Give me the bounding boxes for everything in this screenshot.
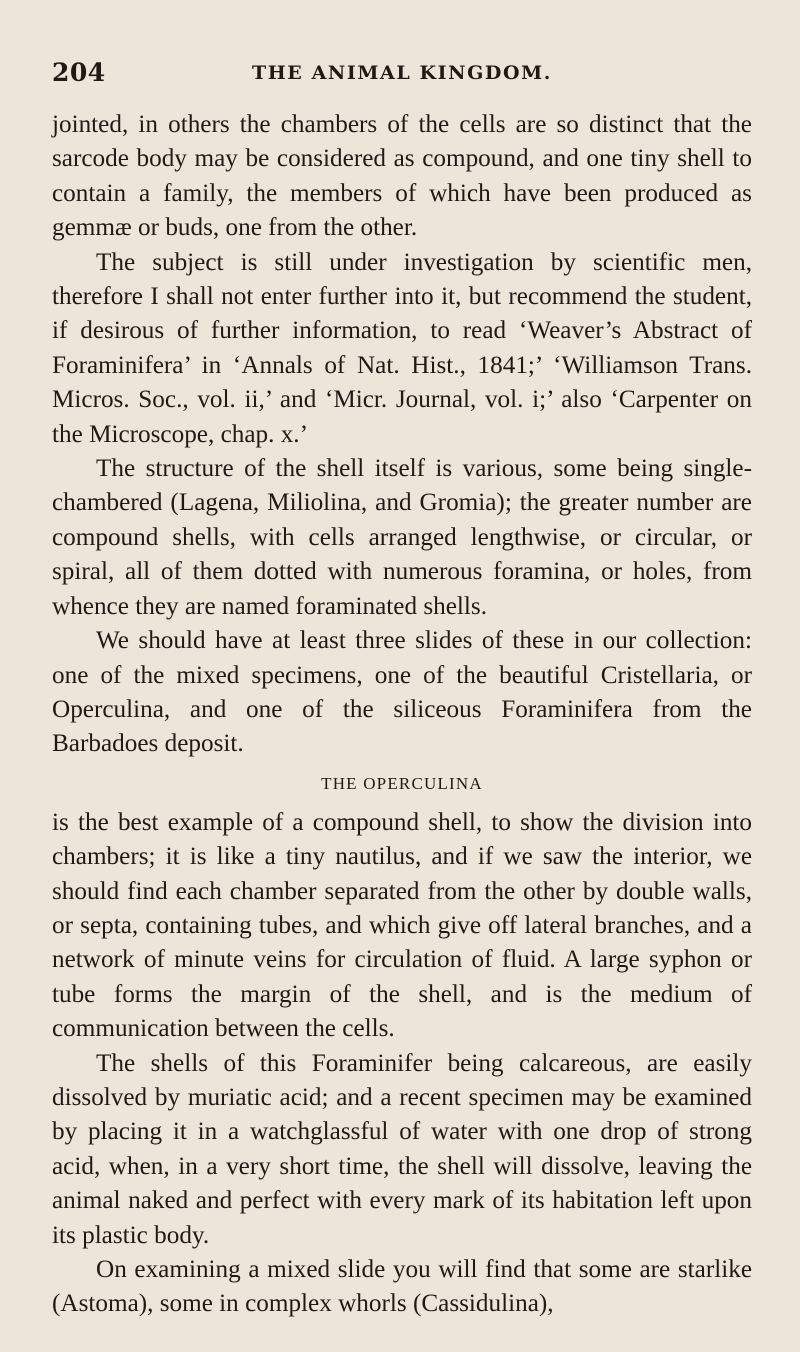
paragraph-slides: We should have at least three slides of these in our collection: one of the mixed specimens, one of the beautiful Cristellaria, or Operculina, and one of the siliceous Foraminifera from the Barbadoes deposit. xyxy=(52,627,752,758)
paragraph-mixed-slide: On examining a mixed slide you will find that some are starlike (Astoma), some in complex whorls (Cassidulina), xyxy=(52,1256,752,1318)
paragraph-dissolving: The shells of this Foraminifer being calcareous, are easily dissolved by muriatic acid; and a recent specimen may be examined by placing it in a watchglassful of water with one drop of strong acid, when, in a very short time, the shell will dissolve, leaving the animal naked and perfect with every mark of its habitation left upon its plastic body. xyxy=(52,1049,752,1249)
paragraph-continuation: jointed, in others the chambers of the cells are so distinct that the sarcode body may be considered as compound, and one tiny shell to contain a family, the members of which have been produced as gemmæ or buds, one from the other. xyxy=(52,111,752,242)
paragraph-operculina: is the best example of a compound shell, to show the division into chambers; it is like a tiny nautilus, and if we saw the interior, we should find each chamber separated from the other by double walls, or septa, containing tubes, and which give off lateral branches, and a network of minute veins for circulation of fluid. A large syphon or tube forms the margin of the shell, and is the medium of communication between the cells. xyxy=(52,808,752,1043)
book-page xyxy=(52,58,752,1322)
paragraph-shell-structure: The structure of the shell itself is various, some being single-chambered (Lagena, Miliolina, and Gromia); the greater number are compound shells, with cells arranged lengthwise, or circular, or spiral, all of them dotted with numerous foramina, or holes, from whence they are named foraminated shells. xyxy=(52,455,752,620)
section-heading: THE OPERCULINA xyxy=(321,773,483,793)
page-header xyxy=(52,58,752,92)
running-head: THE ANIMAL KINGDOM. xyxy=(252,62,552,84)
page-number: 204 xyxy=(52,58,106,87)
paragraph-further-reading: The subject is still under investigation by scientific men, therefore I shall not enter further into it, but recommend the student, if desirous of further information, to read ‘Weaver’s Abstract of Foraminifera’ in ‘Annals of Nat. Hist., 1841;’ ‘Williamson Trans. Micros. Soc., vol. ii,’ and ‘Micr. Journal, vol. i;’ also ‘Carpenter on the Microscope, chap. x.’ xyxy=(52,248,752,448)
